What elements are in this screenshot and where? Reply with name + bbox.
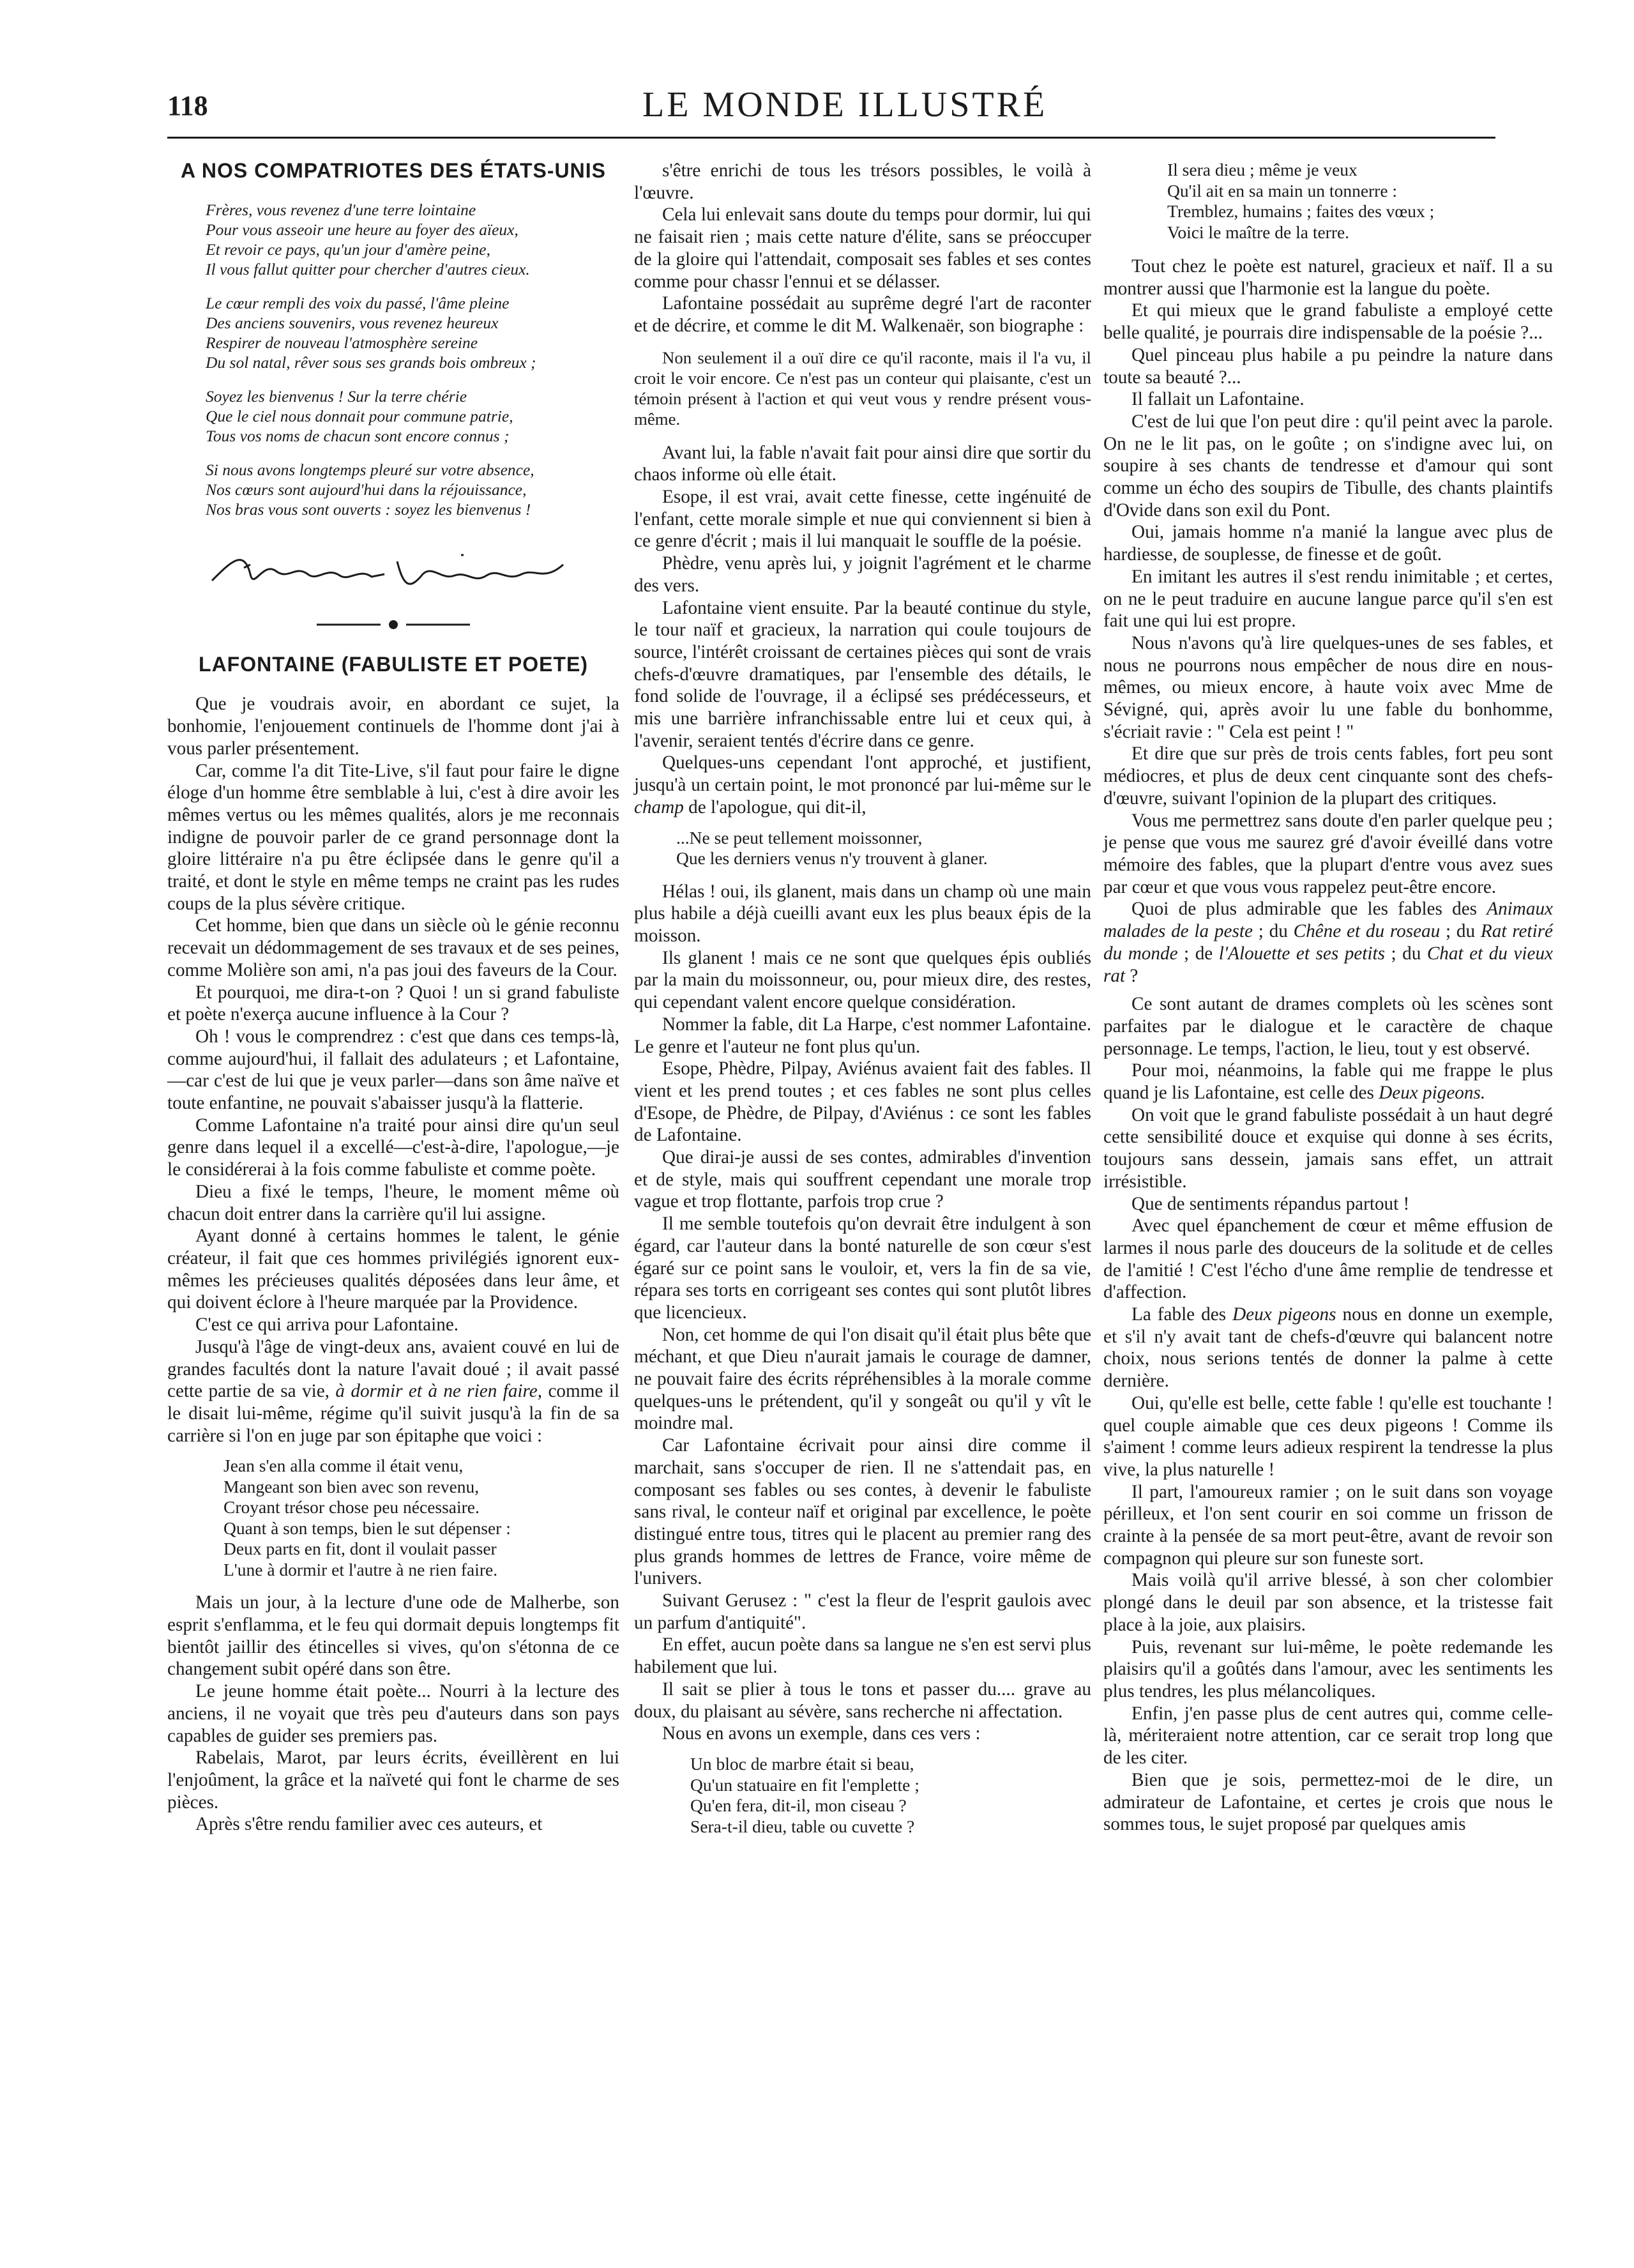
paragraph: Bien que je sois, permettez-moi de le dire, un admirateur de Lafontaine, et certes je crois que nous le sommes tous, le sujet proposé par quelques amis — [1103, 1769, 1553, 1835]
column-1 — [167, 160, 619, 1836]
poem-line: Et revoir ce pays, qu'un jour d'amère peine, — [206, 240, 490, 259]
paragraph: Mais voilà qu'il arrive blessé, à son cher colombier plongé dans le deuil par son absence, et la tristesse fait place à la joie, aux plaisirs. — [1103, 1570, 1553, 1635]
poem-line: Le cœur rempli des voix du passé, l'âme pleine — [206, 293, 510, 312]
paragraph-fable: La fable des Deux pigeons nous en donne un exemple, et s'il n'y avait tant de chefs-d'œuvre qui balancent notre choix, nous serions tentés de donner la palme à cette dernière. — [1103, 1304, 1553, 1392]
epitaph-line: Jean s'en alla comme il était venu, — [223, 1456, 464, 1476]
paragraph: C'est de lui que l'on peut dire : qu'il peint avec la parole. On ne le lit pas, on le goûte ; on s'indigne avec lui, on soupire à ses chants de tendresse et d'amour qui sont comme un écho des soupirs de Tibulle, des chants plaintifs d'Ovide dans son exil du Pont. — [1103, 411, 1553, 521]
paragraph: Avec quel épanchement de cœur et même effusion de larmes il nous parle des douceurs de la solitude et de celles de l'amitié ! C'est l'écho d'une âme remplie de tendresse et d'affection. — [1103, 1215, 1553, 1303]
paragraph: Nommer la fable, dit La Harpe, c'est nommer Lafontaine. Le genre et l'auteur ne font plus qu'un. — [634, 1014, 1091, 1057]
paragraph: Phèdre, venu après lui, y joignit l'agrément et le charme des vers. — [634, 553, 1091, 596]
paragraph-pour-moi: Pour moi, néanmoins, la fable qui me frappe le plus quand je lis Lafontaine, est celle des Deux pigeons. — [1103, 1060, 1553, 1104]
poem-stanza — [206, 386, 619, 446]
poem-line: Si nous avons longtemps pleuré sur votre absence, — [206, 460, 534, 479]
paragraph: En effet, aucun poète dans sa langue ne s'en est servi plus habilement que lui. — [634, 1634, 1091, 1678]
paragraph: Car Lafontaine écrivait pour ainsi dire comme il marchait, sans s'occuper de rien. Il ne s'attendait pas, en composant ses fables ou ses contes, à devenir le fabuliste sans rival, le conteur naïf et original par excellence, le poète distingué entre tous, titres qui le placent au premier rang des plus grands hommes de lettres de France, voire même de l'univers. — [634, 1435, 1091, 1589]
poem-line: Que le ciel nous donnait pour commune patrie, — [206, 406, 513, 425]
paragraph: Ayant donné à certains hommes le talent, le génie créateur, il fait que ces hommes privilégiés ignorent eux-mêmes les précieuses qualités déposées dans leur âme, et qui doivent éclore à l'heure marquée par la Providence. — [167, 1226, 619, 1313]
epitaph-line: Croyant trésor chose peu nécessaire. — [223, 1497, 480, 1518]
paragraph: Il me semble toutefois qu'on devrait être indulgent à son égard, car l'auteur dans la bonté naturelle de son cœur s'est égaré sur ce point sans le vouloir, et, vers la fin de sa vie, répara ses torts en corrigeant ses contes qui sont plutôt libres que licencieux. — [634, 1214, 1091, 1323]
paragraph: Dieu a fixé le temps, l'heure, le moment même où chacun doit entrer dans la carrière qu'il lui assigne. — [167, 1181, 619, 1224]
epitaph-line: L'une à dormir et l'autre à ne rien faire. — [223, 1559, 498, 1579]
verse-line: Il sera dieu ; même je veux — [1167, 160, 1358, 179]
poem-line: Frères, vous revenez d'une terre lointaine — [206, 200, 476, 219]
paragraph: Que dirai-je aussi de ses contes, admirables d'invention et de style, mais qui souffrent cependant une morale trop vague et trop flottante, parfois trop crue ? — [634, 1147, 1091, 1212]
paragraph: Nous n'avons qu'à lire quelques-unes de ses fables, et nous ne pourrons nous empêcher de nous dire en nous-mêmes, ou mieux encore, à haute voix avec Mme de Sévigné, qui, après avoir lu une fable du bonhomme, s'écriait ravie : " Cela est peint ! " — [1103, 632, 1553, 742]
verse-marbre — [690, 1754, 1091, 1837]
poem-title: A NOS COMPATRIOTES DES ÉTATS-UNIS — [181, 159, 606, 182]
signature — [206, 536, 619, 606]
column-2 — [634, 160, 1091, 1848]
paragraph: On voit que le grand fabuliste possédait à un haut degré cette sensibilité douce et exquise qui donne à ses écrits, toujours sans dessein, jamais sans effet, un attrait irrésistible. — [1103, 1104, 1553, 1192]
paragraph-quelques: Quelques-uns cependant l'ont approché, et justifient, jusqu'à un certain point, le mot prononcé par lui-même sur le champ de l'apologue, qui dit-il, — [634, 752, 1091, 818]
paragraph: Il sait se plier à tous le tons et passer du.... grave au doux, du plaisant au sévère, sans recherche ni affectation. — [634, 1678, 1091, 1722]
paragraph: Après s'être rendu familier avec ces auteurs, et — [195, 1814, 543, 1835]
page-number: 118 — [167, 90, 208, 121]
col1-paragraphs-after — [167, 1592, 619, 1836]
paragraph-age: Jusqu'à l'âge de vingt-deux ans, avaient couvé en lui de grandes facultés dont la nature l'avait doué ; il avait passé cette partie de sa vie, à dormir et à ne rien faire, comme il le disait lui-même, régime qu'il suivit jusqu'à la fin de sa carrière si l'on en juge par son épitaphe que voici : — [167, 1336, 620, 1446]
poem — [167, 200, 619, 519]
poem-line: Nos cœurs sont aujourd'hui dans la réjouissance, — [206, 480, 527, 499]
paragraph: Cet homme, bien que dans un siècle où le génie reconnu recevait un dédommagement de ses travaux et de ses peines, comme Molière son ami, n'a pas joui des faveurs de la Cour. — [167, 915, 619, 980]
verse-line: Que les derniers venus n'y trouvent à glaner. — [676, 848, 988, 869]
col3-paragraphs-a — [1103, 255, 1553, 898]
article-title: LAFONTAINE (FABULISTE ET POETE) — [199, 652, 588, 676]
col1-paragraphs — [167, 693, 619, 1336]
paragraph: Puis, revenant sur lui-même, le poète redemande les plaisirs qu'il a goûtés dans l'amour, avec les sentiments les plus tendres, les plus mélancoliques. — [1103, 1636, 1553, 1701]
paragraph: Avant lui, la fable n'avait fait pour ainsi dire que sortir du chaos informe où elle était. — [634, 442, 1091, 485]
col3-paragraphs-b — [1103, 1104, 1553, 1304]
ornament-divider — [167, 615, 619, 634]
paragraph: Car, comme l'a dit Tite-Live, s'il faut pour faire le digne éloge d'un homme être semblable à lui, c'est à dire avoir les mêmes vertus ou les mêmes qualités, alors je me reconnais indigne de pouvoir parler de ce grand personnage dont la gloire littéraire n'a pu être éclipsée dans le genre qu'il a traité, et dont le style en même temps ne craint pas les rudes coups de la plus sévère critique. — [167, 760, 619, 914]
paragraph: Lafontaine possédait au suprême degré l'art de raconter et de décrire, et comme le dit M. Walkenaër, son biographe : — [634, 293, 1091, 336]
paragraph: Et pourquoi, me dira-t-on ? Quoi ! un si grand fabuliste et poète n'exerça aucune influence à la Cour ? — [167, 982, 619, 1025]
paragraph: Enfin, j'en passe plus de cent autres qui, comme celle-là, mériteraient notre attention, car ce serait trop long que de les citer. — [1103, 1703, 1553, 1769]
signature-mark — [206, 536, 589, 606]
paragraph: Il fallait un Lafontaine. — [1131, 389, 1305, 410]
poem-line: Tous vos noms de chacun sont encore connus ; — [206, 426, 510, 445]
poem-line: Nos bras vous sont ouverts : soyez les bienvenus ! — [206, 499, 531, 519]
verse-dieu — [1167, 160, 1553, 243]
verse-line: Qu'en fera, dit-il, mon ciseau ? — [690, 1795, 907, 1815]
paragraph: Que je voudrais avoir, en abordant ce sujet, la bonhomie, l'enjouement continuels de l'homme dont j'ai à vous parler présentement. — [167, 694, 619, 759]
poem-line: Il vous fallut quitter pour chercher d'autres cieux. — [206, 259, 530, 278]
poem-line: Pour vous asseoir une heure au foyer des aïeux, — [206, 220, 518, 239]
paragraph: Hélas ! oui, ils glanent, mais dans un champ où une main plus habile a déjà cueilli avant eux les plus beaux épis de la moisson. — [634, 881, 1091, 946]
verse-line: Qu'il ait en sa main un tonnerre : — [1167, 180, 1398, 201]
epitaph-line: Quant à son temps, bien le sut dépenser : — [223, 1518, 511, 1538]
poem-stanza — [206, 293, 619, 372]
epitaph-line: Mangeant son bien avec son revenu, — [223, 1476, 480, 1496]
col2-paragraphs-c — [634, 881, 1091, 1745]
paragraph: Nous en avons un exemple, dans ces vers : — [662, 1723, 981, 1744]
verse-line: Tremblez, humains ; faites des vœux ; — [1167, 201, 1435, 221]
poem-stanza — [206, 460, 619, 519]
paragraph: Mais un jour, à la lecture d'une ode de Malherbe, son esprit s'enflamma, et le feu qui dormait depuis longtemps fit bientôt jaillir des étincelles si vives, qu'on s'étonna de ce changement subit opéré dans son être. — [167, 1592, 619, 1680]
paragraph: Suivant Gerusez : " c'est la fleur de l'esprit gaulois avec un parfum d'antiquité". — [634, 1590, 1091, 1633]
biographer-quote: Non seulement il a ouï dire ce qu'il raconte, mais il l'a vu, il croit le voir encore. Ce n'est pas un conteur qui plaisante, c'est un témoin présent à l'action et qui veut vous y rendre présent vous-même. — [634, 347, 1091, 429]
paragraph: C'est ce qui arriva pour Lafontaine. — [195, 1314, 459, 1336]
verse-line: Qu'un statuaire en fit l'emplette ; — [690, 1774, 919, 1795]
verse-line: ...Ne se peut tellement moissonner, — [676, 827, 923, 848]
masthead-title: LE MONDE ILLUSTRÉ — [642, 85, 1048, 125]
verse-line: Sera-t-il dieu, table ou cuvette ? — [690, 1816, 915, 1836]
paragraph: En imitant les autres il s'est rendu inimitable ; et certes, on ne le peut traduire en aucune langue parce qu'il s'en est fait une qui lui est propre. — [1103, 566, 1553, 632]
poem-line: Du sol natal, rêver sous ses grands bois ombreux ; — [206, 353, 536, 372]
poem-line: Soyez les bienvenus ! Sur la terre chérie — [206, 386, 467, 406]
epitaph-line: Deux parts en fit, dont il voulait passer — [223, 1539, 497, 1559]
paragraph: Non, cet homme de qui l'on disait qu'il était plus bête que méchant, et que Dieu n'aurait jamais le courage de damner, ne pouvait faire des écrits répréhensibles à la morale comme quelques-uns le prétendent, qu'il y songeât ou qu'il y vît le moindre mal. — [634, 1324, 1091, 1434]
col2-paragraphs-a — [634, 160, 1091, 337]
paragraph: Lafontaine vient ensuite. Par la beauté continue du style, le tour naïf et gracieux, la narration qui coule toujours de source, l'intérêt croissant de certaines pièces qui sont de vrais chefs-d'œuvre dramatiques, par l'ensemble des détails, le fond solide de l'ouvrage, il a éclipsé ses prédécesseurs, et mis une barrière infranchissable entre lui et ceux qui, à l'avenir, seraient tentés d'écrire dans ce genre. — [634, 597, 1091, 751]
paragraph: Il part, l'amoureux ramier ; on le suit dans son voyage périlleux, et l'on sent courir en soi comme un frisson de crainte à la pensée de sa mort peut-être, avant de revoir son compagnon qui pleure sur son funeste sort. — [1103, 1481, 1553, 1569]
header-rule — [167, 137, 1495, 139]
paragraph-quoi: Quoi de plus admirable que les fables des Animaux malades de la peste ; du Chêne et du roseau ; du Rat retiré du monde ; de l'Alouette et ses petits ; du Chat et du vieux rat ? — [1103, 899, 1554, 986]
verse-glaner — [676, 828, 1091, 869]
paragraph: Rabelais, Marot, par leurs écrits, éveillèrent en lui l'enjoûment, la grâce et la naïveté qui font le charme de ses pièces. — [167, 1747, 619, 1813]
col3-paragraphs-c — [1103, 1392, 1553, 1836]
epitaph-verse — [223, 1456, 619, 1580]
verse-line: Voici le maître de la terre. — [1167, 222, 1350, 242]
paragraph: Quel pinceau plus habile a pu peindre la nature dans toute sa beauté ?... — [1103, 344, 1553, 388]
paragraph: Ils glanent ! mais ce ne sont que quelques épis oubliés par la main du moissonneur, ou, pour mieux dire, des restes, qui cependant valent encore quelque considération. — [634, 947, 1091, 1013]
poem-line: Des anciens souvenirs, vous revenez heureux — [206, 313, 499, 332]
column-3 — [1103, 160, 1553, 1836]
paragraph: Que de sentiments répandus partout ! — [1131, 1193, 1410, 1214]
paragraph: Vous me permettrez sans doute d'en parler quelque peu ; je pense que vous me saurez gré d'avoir éveillé dans votre mémoire des fables, que la plupart d'entre vous avez sues par cœur et que vous vous rappelez peut-être encore. — [1103, 810, 1553, 897]
paragraph: Comme Lafontaine n'a traité pour ainsi dire qu'un seul genre dans lequel il a excellé—c'est-à-dire, l'apologue,—je le considérerai à la fois comme fabuliste et comme poète. — [167, 1115, 619, 1180]
paragraph: Et dire que sur près de trois cents fables, fort peu sont médiocres, et plus de deux cent cinquante sont des chefs-d'œuvre, suivant l'opinion de la plupart des critiques. — [1103, 743, 1553, 809]
paragraph: Oui, qu'elle est belle, cette fable ! qu'elle est touchante ! quel couple aimable que ces deux pigeons ! Comme ils s'aiment ! comme leurs adieux respirent la tendresse la plus vive, la plus naturelle ! — [1103, 1392, 1553, 1480]
paragraph: Et qui mieux que le grand fabuliste a employé cette belle qualité, je pourrais dire indispensable de la poésie ?... — [1103, 300, 1553, 344]
paragraph: s'être enrichi de tous les trésors possibles, le voilà à l'œuvre. — [634, 160, 1091, 203]
paragraph: Esope, Phèdre, Pilpay, Aviénus avaient fait des fables. Il vient et les prend toutes ; et ces fables ne sont plus celles d'Esope, de Phèdre, de Pilpay, d'Aviénus : ce sont les fables de Lafontaine. — [634, 1058, 1091, 1146]
poem-stanza — [206, 200, 619, 279]
paragraph: Oh ! vous le comprendrez : c'est que dans ces temps-là, comme aujourd'hui, il fallait des adulateurs ; et Lafontaine,—car c'est de lui que je veux parler—dans son âme naïve et toute enfantine, ne pouvait s'abaisser jusqu'à la flatterie. — [167, 1026, 619, 1114]
poem-line: Respirer de nouveau l'atmosphère sereine — [206, 333, 478, 352]
paragraph: Esope, il est vrai, avait cette finesse, cette ingénuité de l'enfant, cette morale simple et nue qui conviennent si bien à ce genre d'écrit ; mais il lui manquait le souffle de la poésie. — [634, 487, 1091, 552]
paragraph: Tout chez le poète est naturel, gracieux et naïf. Il a su montrer aussi que l'harmonie est la langue du poète. — [1103, 256, 1553, 299]
verse-line: Un bloc de marbre était si beau, — [690, 1754, 914, 1774]
paragraph: Cela lui enlevait sans doute du temps pour dormir, lui qui ne faisait rien ; mais cette nature d'élite, sans se préoccuper de la gloire qui l'attendait, composait ses fables et ses contes comme pour chassr l'ennui et se délasser. — [634, 204, 1091, 292]
paragraph-drames: Ce sont autant de drames complets où les scènes sont parfaites par le dialogue et le caractère de chaque personnage. Le temps, l'action, le lieu, tout y est observé. — [1103, 994, 1553, 1059]
paragraph: Oui, jamais homme n'a manié la langue avec plus de hardiesse, de souplesse, de finesse et de goût. — [1103, 522, 1553, 565]
paragraph: Le jeune homme était poète... Nourri à la lecture des anciens, il ne voyait que très peu d'auteurs dans son pays capables de guider ses premiers pas. — [167, 1681, 619, 1746]
col2-paragraphs-b — [634, 442, 1091, 752]
